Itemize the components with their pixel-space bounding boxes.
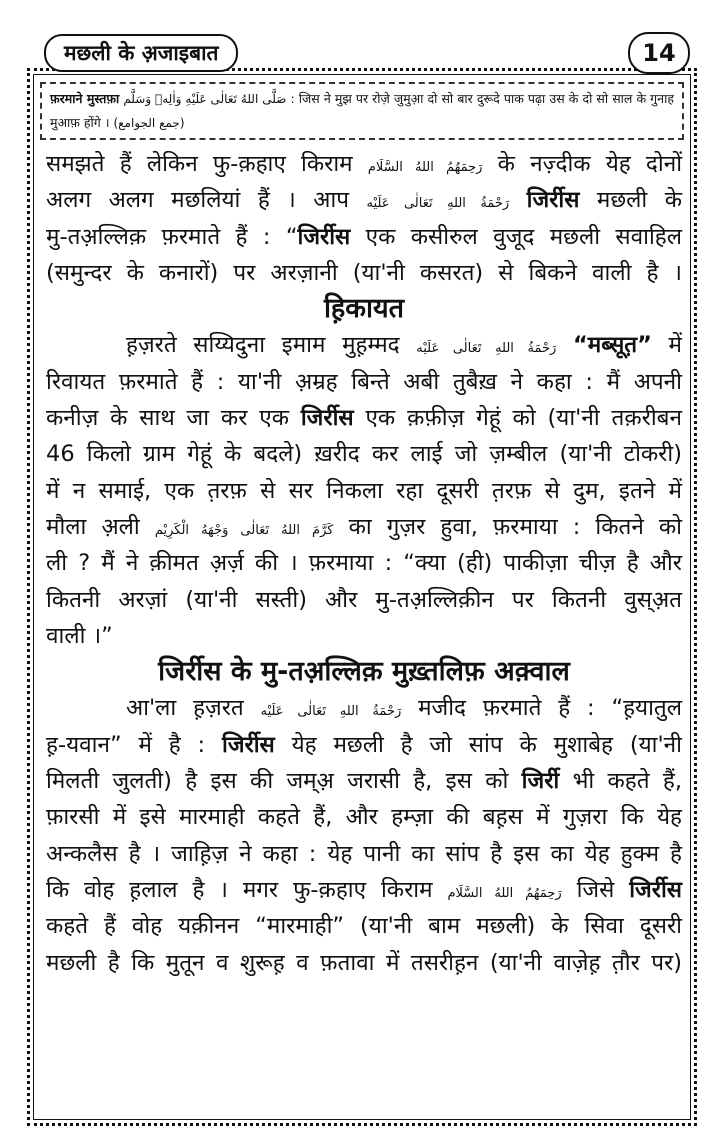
- page-body: [46, 146, 682, 981]
- body-line: आ'ला ह़ज़रत رَحْمَةُ اللهِ تَعَالٰی عَلَیْه मजीद फ़रमाते हैं : “ह़यातुल: [126, 695, 683, 722]
- body-line: समझते हैं लेकिन फु-क़हाए किराम رَحِمَهُمُ اللهُ السَّلَام के नज़्दीक येह दोनों: [46, 151, 683, 177]
- body-line: कनीज़ के साथ जा कर एक जिर्रीस एक क़फ़ीज़ गेहूं को (या'नी तक़रीबन: [46, 405, 682, 432]
- arabic-honorific: رَحْمَةُ اللهِ تَعَالٰی عَلَیْه: [416, 341, 557, 357]
- body-line: कहते हैं वोह यक़ीनन “मारमाही” (या'नी बाम मछली) के सिवा दूसरी: [46, 913, 682, 940]
- section-heading: ह़िकायत: [323, 293, 405, 325]
- body-line: वाली ।”: [46, 622, 113, 649]
- notice-text-1: : जिस ने मुझ पर रोज़े जुमुआ़ दो सो बार दुरूदे पाक पढ़ा उस के दो सो: [290, 91, 609, 106]
- body-line: ह़ज़रते सय्यिदुना इमाम मुह़म्मद رَحْمَةُ اللهِ تَعَالٰی عَلَیْه “मब्सूत़” में: [126, 332, 682, 359]
- keyword-jirris: जिर्रीस: [297, 223, 351, 250]
- hadith-notice-box: [40, 82, 684, 140]
- arabic-honorific: رَحْمَةُ اللهِ تَعَالٰی عَلَیْه: [260, 704, 402, 720]
- keyword-jirris: जिर्रीस: [222, 731, 275, 758]
- body-line: रिवायत फ़रमाते हैं : या'नी अ़म्रह बिन्ते अबी तुबैख़ ने कहा : मैं अपनी: [46, 368, 682, 395]
- body-line: मौला अ़ली كَرَّمَ اللهُ تَعَالٰی وَجْهَهُ الْكَرِیْم का गुज़र हुवा, फ़रमाया : कितने को: [46, 513, 683, 540]
- notice-label: फ़रमाने मुस्तफ़ा: [50, 91, 120, 106]
- body-line: मछली है कि मुतून व शुरूह़ व फ़तावा में तसरीह़न (या'नी वाज़ेह़ त़ौर पर): [46, 949, 682, 976]
- body-line: ली ? मैं ने क़ीमत अ़र्ज़ की । फ़रमाया : “क्या (ही) पाकीज़ा चीज़ है और: [46, 550, 682, 577]
- body-line: ह़-यवान” में है : जिर्रीस येह मछली है जो सांप के मुशाबेह (या'नी: [46, 731, 682, 758]
- body-line: कि वोह ह़लाल है । मगर फु-क़हाए किराम رَحِمَهُمُ اللهُ السَّلَام जिसे जिर्रीस: [46, 876, 682, 903]
- arabic-honorific: رَحِمَهُمُ اللهُ السَّلَام: [367, 160, 483, 175]
- body-line: मिलती जुलती) है इस की जम्अ़ जरासी है, इस को जिर्री भी कहते हैं,: [46, 768, 683, 795]
- body-line: मु-तअ़ल्लिक़ फ़रमाते हैं : “जिर्रीस एक कसीरुल वुजूद मछली सवाहिल: [46, 223, 682, 250]
- keyword-jirri: जिर्री: [521, 768, 560, 795]
- page-number-badge: 14: [628, 32, 690, 74]
- body-line: में न समाई, एक त़रफ़ से सर निकला रहा दूसरी त़रफ़ से दुम, इतने में: [46, 477, 682, 504]
- notice-arabic: صَلَّى اللهُ تَعَالٰى عَلَيْهِ وَاٰلِهٖ وَسَلَّم: [123, 92, 287, 106]
- body-line: फ़ारसी में इसे मारमाही कहते हैं, और हम्ज़ा की बह़स में गुज़रा कि येह: [46, 804, 682, 831]
- arabic-honorific: رَحِمَهُمُ اللهُ السَّلَام: [447, 885, 562, 901]
- notice-text-2: साल के गुनाह मुआफ़ होंगे ।: [50, 91, 674, 130]
- book-title-badge: मछली के अ़जाइबात: [44, 34, 238, 72]
- body-line: कितनी अरज़ां (या'नी सस्ती) और मु-तअ़ल्लिक़ीन पर कितनी वुस्अ़त: [46, 586, 682, 613]
- body-line: अलग अलग मछलियां हैं । आप رَحْمَةُ اللهِ تَعَالٰی عَلَیْه जिर्रीस मछली के: [46, 187, 682, 214]
- arabic-honorific: كَرَّمَ اللهُ تَعَالٰی وَجْهَهُ الْكَرِیْم: [154, 522, 334, 538]
- body-line: अन्कलैस है । जाह़िज़ ने कहा : येह पानी का सांप है इस का येह हुक्म है: [46, 840, 682, 867]
- body-line: (समुन्दर के कनारों) पर अरज़ानी (या'नी कसरत) से बिकने वाली है ।: [46, 259, 682, 286]
- keyword-jirris: जिर्रीस: [300, 405, 354, 432]
- body-line: 46 किलो ग्राम गेहूं के बदले) ख़रीद कर लाई जो ज़म्बील (या'नी टोकरी): [46, 441, 682, 468]
- section-heading: जिर्रीस के मु-तअ़ल्लिक़ मुख़्तलिफ़ अक़्वाल: [158, 656, 570, 688]
- notice-source: (جمع الجوامع): [113, 116, 185, 130]
- keyword-jirris: जिर्रीस: [629, 876, 682, 903]
- book-name-mabsut: “मब्सूत़”: [572, 332, 652, 359]
- arabic-honorific: رَحْمَةُ اللهِ تَعَالٰی عَلَیْه: [366, 196, 510, 212]
- keyword-jirris: जिर्रीस: [526, 187, 580, 214]
